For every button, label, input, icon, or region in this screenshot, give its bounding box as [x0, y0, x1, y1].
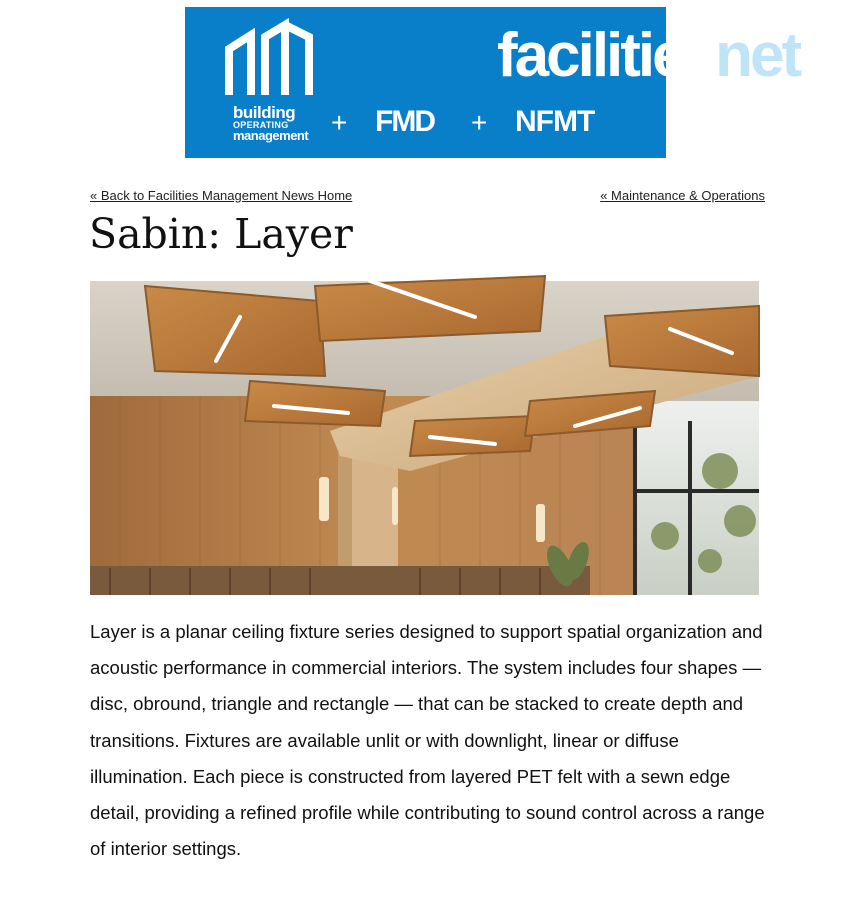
page-title: Sabin: Layer [89, 210, 353, 258]
maintenance-operations-link[interactable]: « Maintenance & Operations [600, 188, 765, 203]
product-photo [90, 281, 759, 595]
article-body: Layer is a planar ceiling fixture series designed to support spatial organization and acoustic performance in commercial interiors. The system includes four shapes —disc, obround, triangle and rectangle — that can be stacked to create depth and transitions. Fixtures are available unlit or with downlight, linear or diffuse illumination. Each piece is constructed from layered PET felt with a sewn edge detail, providing a refined profile while contributing to sound control across a range of interior settings. [90, 621, 765, 860]
bom-logo: building OPERATING management [233, 103, 309, 143]
site-logo-banner[interactable] [185, 7, 800, 158]
brand-name: facilitiesnet [497, 21, 800, 90]
fmd-logo: FMD [375, 105, 434, 138]
back-to-news-home-link[interactable]: « Back to Facilities Management News Home [90, 188, 353, 203]
plus-separator: + [331, 107, 348, 138]
nfmt-logo: NFMT [515, 105, 595, 138]
plus-separator: + [471, 107, 488, 138]
